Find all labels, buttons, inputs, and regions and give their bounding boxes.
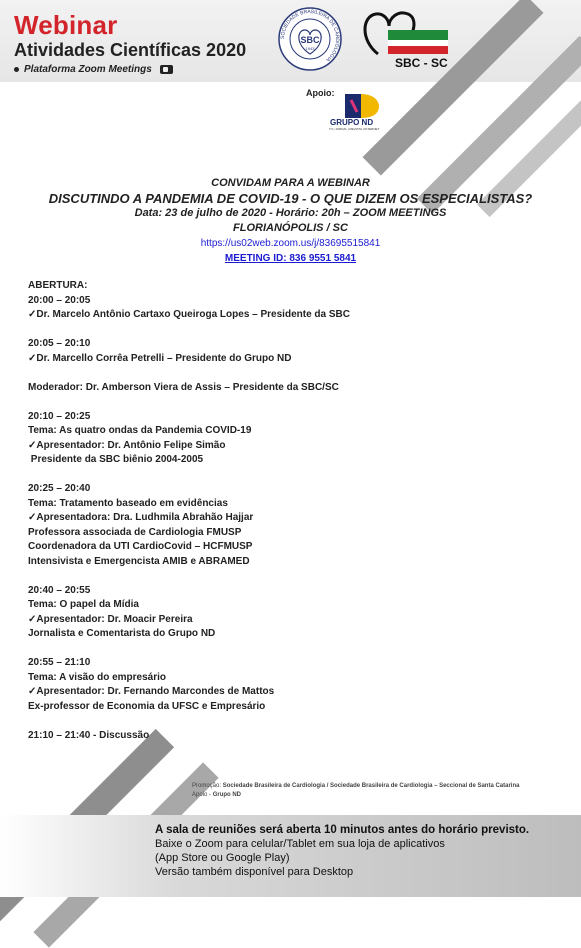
apoio-credit-label: Apoio - xyxy=(192,792,212,798)
notice-line: (App Store ou Google Play) xyxy=(155,852,290,864)
program-line: ABERTURA: xyxy=(28,280,88,291)
invitation-block xyxy=(0,176,581,266)
program-line: ✓Apresentador: Dr. Moacir Pereira xyxy=(28,613,193,625)
program-line: ✓Apresentadora: Dra. Ludhmila Abrahão Hajjar xyxy=(28,512,254,523)
meeting-id: MEETING ID: 836 9551 5841 xyxy=(224,253,357,264)
program-line: Presidente da SBC biênio 2004-2005 xyxy=(28,454,204,465)
program-line: Ex-professor de Economia da UFSC e Empresário xyxy=(28,700,266,712)
apoio-credit-line xyxy=(192,791,577,800)
program-spacer xyxy=(28,395,508,410)
program-spacer xyxy=(28,642,508,657)
platform-label: Plataforma Zoom Meetings xyxy=(24,64,152,75)
promocao-value: Sociedade Brasileira de Cardiologia / Sociedade Brasileira de Cardiologia – Seccional de Santa Catarina xyxy=(222,783,520,789)
notice-line: Baixe o Zoom para celular/Tablet em sua loja de aplicativos xyxy=(155,838,445,850)
credits-block xyxy=(192,782,577,800)
video-camera-icon xyxy=(160,65,173,74)
program-line: Tema: Tratamento baseado em evidências xyxy=(28,497,228,509)
seal-ring-text: SOCIEDADE BRASILEIRA DE CARDIOLOGIA xyxy=(279,8,341,63)
notice-line: Versão também disponível para Desktop xyxy=(155,866,354,878)
program-line: 20:40 – 20:55 xyxy=(28,584,91,596)
program-line: ✓Dr. Marcelo Antônio Cartaxo Queiroga Lopes – Presidente da SBC xyxy=(28,309,350,320)
program-line: 20:05 – 20:10 xyxy=(28,338,91,349)
program-line: Professora associada de Cardiologia FMUSP xyxy=(28,526,242,538)
program-line: 20:00 – 20:05 xyxy=(28,294,91,306)
zoom-notice xyxy=(155,823,575,879)
seal-year-text: 1943 xyxy=(305,46,315,51)
seal-center-text: SBC xyxy=(300,35,320,45)
program-line: ✓Apresentador: Dr. Fernando Marcondes de Mattos xyxy=(28,686,275,697)
program-spacer xyxy=(28,323,508,338)
program-spacer xyxy=(28,468,508,483)
platform-line xyxy=(14,64,173,75)
webinar-kicker: Webinar xyxy=(14,10,118,40)
program-line: ✓Apresentador: Dr. Antônio Felipe Simão xyxy=(28,439,226,451)
invite-line: CONVIDAM PARA A WEBINAR xyxy=(211,177,370,189)
grupo-nd-name: GRUPO ND xyxy=(330,118,374,127)
webinar-headline: DISCUTINDO A PANDEMIA DE COVID-19 - O QUE DIZEM OS ESPECIALISTAS? xyxy=(48,191,533,206)
program-line: 21:10 – 21:40 - Discussão xyxy=(28,729,150,741)
notice-headline: A sala de reuniões será aberta 10 minutos antes do horário previsto. xyxy=(155,824,530,836)
program-line: Intensivista e Emergencista AMIB e ABRAMED xyxy=(28,555,250,567)
grupo-nd-tagline: TV | JORNAL | REVISTA | INTERNET xyxy=(329,127,380,131)
program-list xyxy=(28,279,508,743)
event-title: Atividades Científicas 2020 xyxy=(14,40,247,60)
program-line: Jornalista e Comentarista do Grupo ND xyxy=(28,628,216,639)
program-line: Moderador: Dr. Amberson Viera de Assis – Presidente da SBC/SC xyxy=(28,381,339,393)
sbc-sc-label: SBC - SC xyxy=(395,56,448,70)
program-line: Coordenadora da UTI CardioCovid – HCFMUSP xyxy=(28,541,253,552)
sbc-seal-logo xyxy=(277,6,343,72)
city-line: FLORIANÓPOLIS / SC xyxy=(233,222,348,234)
program-line: 20:55 – 21:10 xyxy=(28,657,91,668)
promocao-label: Promoção: xyxy=(192,783,222,789)
program-line: Tema: O papel da Mídia xyxy=(28,599,139,610)
program-line: 20:25 – 20:40 xyxy=(28,483,91,494)
program-spacer xyxy=(28,714,508,729)
program-line: Tema: A visão do empresário xyxy=(28,671,167,683)
promocao-line xyxy=(192,782,577,791)
zoom-link[interactable]: https://us02web.zoom.us/j/83695515841 xyxy=(200,238,381,249)
apoio-credit-value: Grupo ND xyxy=(212,792,242,798)
date-time-line: Data: 23 de julho de 2020 - Horário: 20h – ZOOM MEETINGS xyxy=(134,207,447,219)
bullet-icon xyxy=(14,67,19,72)
program-line: Tema: As quatro ondas da Pandemia COVID-19 xyxy=(28,425,252,436)
program-line: 20:10 – 20:25 xyxy=(28,410,91,422)
program-spacer xyxy=(28,366,508,381)
program-spacer xyxy=(28,569,508,584)
program-line: ✓Dr. Marcello Corrêa Petrelli – Presidente do Grupo ND xyxy=(28,352,292,364)
apoio-label: Apoio: xyxy=(306,88,335,98)
